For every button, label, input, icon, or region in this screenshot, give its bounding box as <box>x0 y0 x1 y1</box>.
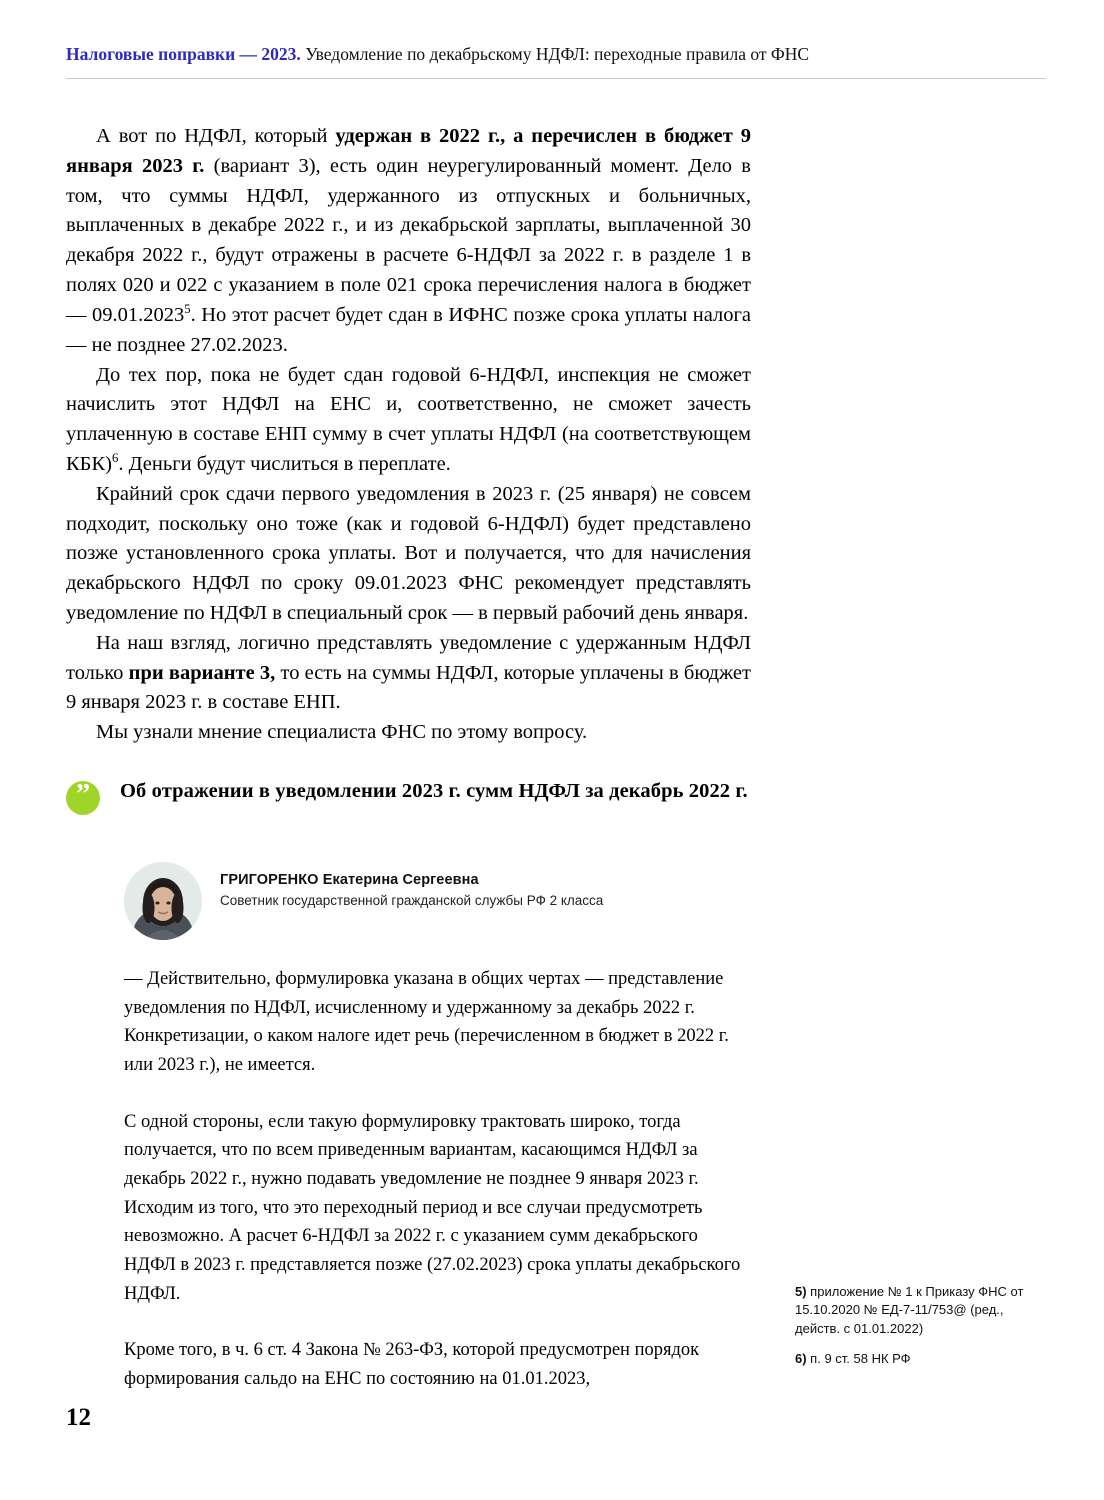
quote-mark-icon <box>66 778 100 815</box>
footnote-6-number: 6) <box>795 1351 807 1367</box>
expert-answer <box>124 965 752 1422</box>
expert-info <box>220 862 603 911</box>
answer-paragraph-3: Кроме того, в ч. 6 ст. 4 Закона № 263-ФЗ, которой предусмотрен порядок формирования сальдо на ЕНС по состоянию на 01.01.2023, <box>124 1340 700 1390</box>
paragraph-5: Мы узнали мнение специалиста ФНС по этому вопросу. <box>96 721 588 744</box>
footnote-6 <box>795 1350 1025 1368</box>
footnote-5-text: приложение № 1 к Приказу ФНС от 15.10.2020 № ЕД-7-11/753@ (ред., действ. с 01.01.2022) <box>795 1284 1024 1336</box>
footnote-5 <box>795 1283 1025 1338</box>
paragraph-3: Крайний срок сдачи первого уведомления в 2023 г. (25 января) не совсем подходит, поскольку оно тоже (как и годовой 6-НДФЛ) будет представлено позже установленного срока уплаты. Вот и получается, что для начисления декабрьского НДФЛ по сроку 09.01.2023 ФНС рекомендует представлять уведомление по НДФЛ в специальный срок — в первый рабочий день января. <box>66 482 751 624</box>
expert-role: Советник государственной гражданской службы РФ 2 класса <box>220 893 604 908</box>
header-brand: Налоговые поправки — 2023. <box>66 44 301 64</box>
quote-heading-block <box>66 778 756 815</box>
page-header <box>66 44 1046 65</box>
page-number: 12 <box>66 1404 91 1431</box>
footnote-6-text: п. 9 ст. 58 НК РФ <box>806 1351 911 1367</box>
paragraph-1: А вот по НДФЛ, который удержан в 2022 г., а перечислен в бюджет 9 января 2023 г. (вариант 3), есть один неурегулированный момент. Дело в том, что суммы НДФЛ, удержанного из отпускных и больничных, выплаченных в декабре 2022 г., и из декабрьской зарплаты, выплаченной 30 декабря 2022 г., будут отражены в расчете 6-НДФЛ за 2022 г. в разделе 1 в полях 020 и 022 с указанием в поле 021 срока перечисления налога в бюджет — 09.01.2023$^5$. Но этот расчет будет сдан в ИФНС позже срока уплаты налога — не позднее 27.02.2023. <box>66 125 752 356</box>
article-body <box>66 122 751 748</box>
quote-heading-title: Об отражении в уведомлении 2023 г. сумм НДФЛ за декабрь 2022 г. <box>120 780 748 802</box>
footnote-5-number: 5) <box>795 1284 807 1299</box>
header-subtitle: Уведомление по декабрьскому НДФЛ: переходные правила от ФНС <box>305 44 810 64</box>
avatar-photo-icon <box>124 862 202 940</box>
paragraph-4: На наш взгляд, логично представлять уведомление с удержанным НДФЛ только при варианте 3, то есть на суммы НДФЛ, которые уплачены в бюджет 9 января 2023 г. в составе ЕНП. <box>66 631 751 714</box>
avatar <box>124 862 202 940</box>
answer-paragraph-2: С одной стороны, если такую формулировку трактовать широко, тогда получается, что по всем приведенным вариантам, касающимся НДФЛ за декабрь 2022 г., нужно подавать уведомление не позднее 9 января 2023 г. Исходим из того, что это переходный период и все случаи предусмотреть невозможно. А расчет 6-НДФЛ за 2022 г. с указанием сумм декабрьского НДФЛ в 2023 г. представляется позже (27.02.2023) срока уплаты декабрьского НДФЛ. <box>124 1111 741 1304</box>
footnotes <box>795 1283 1025 1369</box>
expert-card <box>124 862 744 940</box>
quote-mark-glyph: ” <box>75 778 91 810</box>
answer-paragraph-1: — Действительно, формулировка указана в общих чертах — представление уведомления по НДФЛ, исчисленному и удержанному за декабрь 2022 г. Конкретизации, о каком налоге идет речь (перечисленном в бюджет в 2022 г. или 2023 г.), не имеется. <box>124 969 729 1076</box>
expert-name: ГРИГОРЕНКО Екатерина Сергеевна <box>220 872 479 888</box>
paragraph-2: До тех пор, пока не будет сдан годовой 6-НДФЛ, инспекция не сможет начислить этот НДФЛ на ЕНС и, соответственно, не сможет зачесть уплаченную в составе ЕНП сумму в счет уплаты НДФЛ (на соответствующем КБК)$^6$. Деньги будут числиться в переплате. <box>66 363 751 475</box>
header-divider <box>66 78 1046 79</box>
